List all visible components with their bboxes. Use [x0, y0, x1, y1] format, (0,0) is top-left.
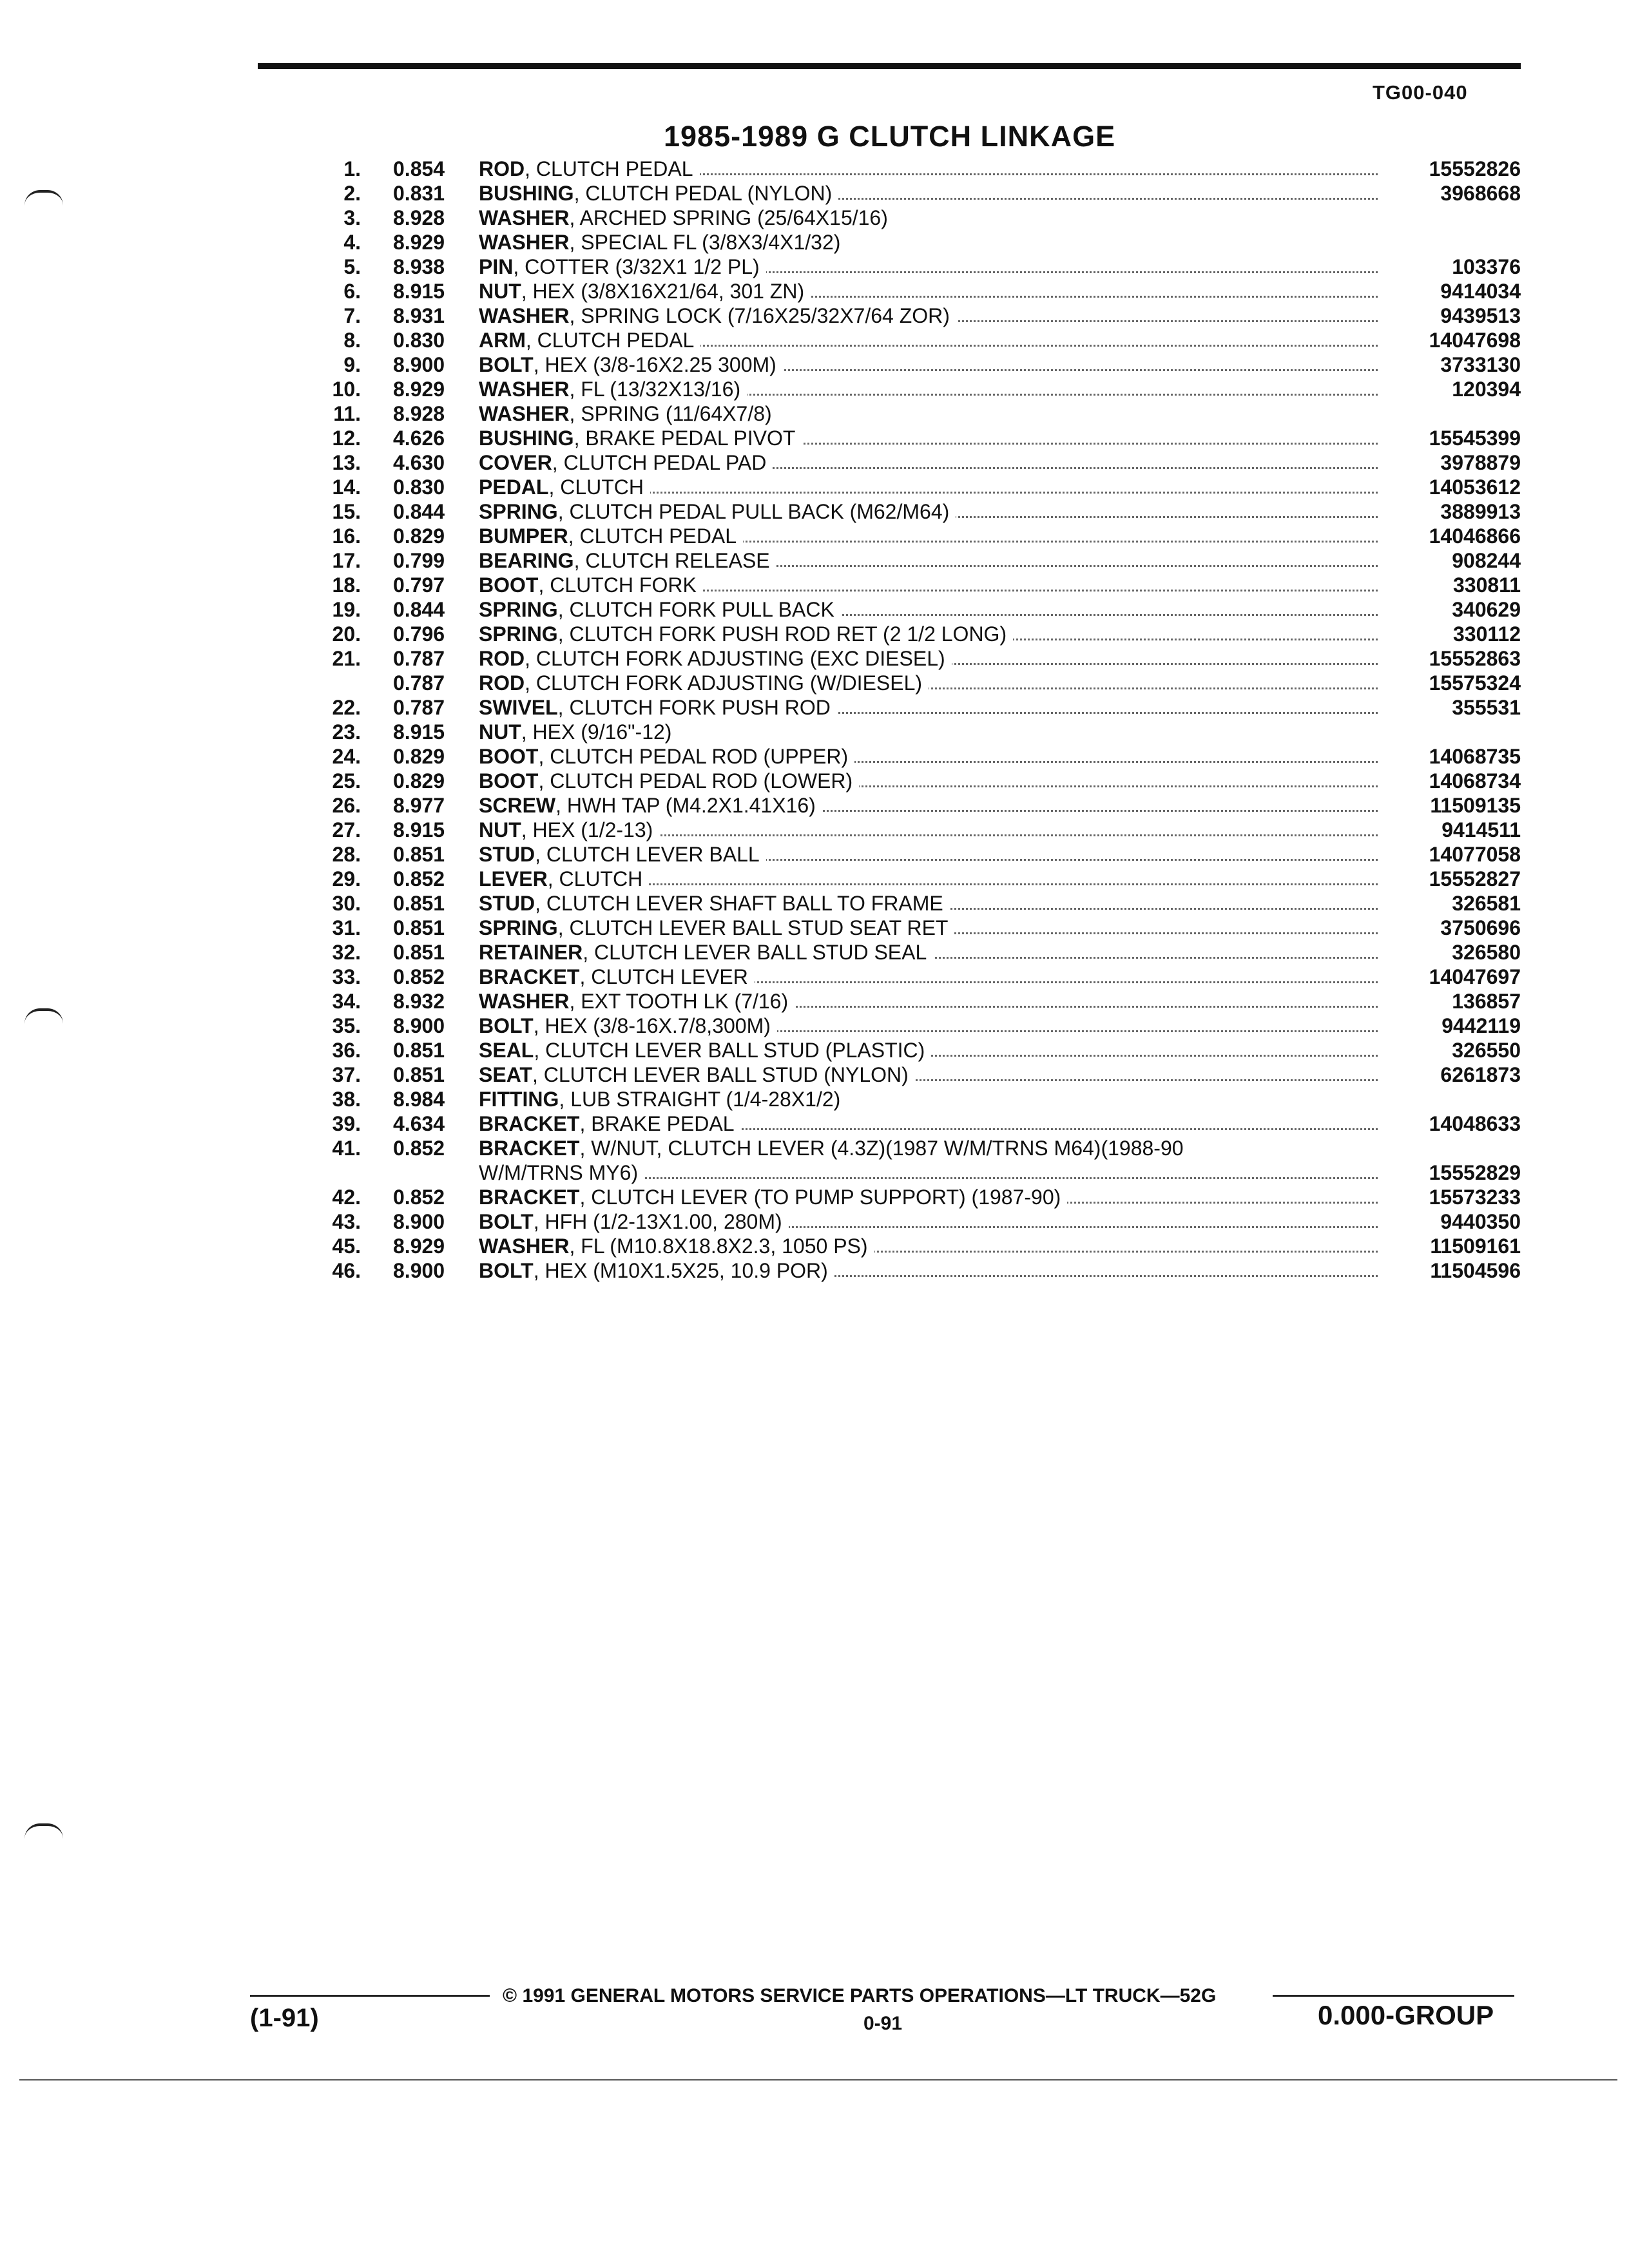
part-name: SEAL — [479, 1039, 534, 1062]
table-row — [309, 426, 1521, 450]
part-detail: , CLUTCH LEVER — [579, 965, 748, 988]
table-row — [309, 646, 1521, 671]
part-name: WASHER — [479, 378, 570, 401]
group-number: 0.852 — [393, 867, 445, 890]
item-number: 35. — [332, 1014, 361, 1037]
part-number: 15545399 — [1429, 427, 1521, 450]
part-detail: , CLUTCH PEDAL ROD (UPPER) — [538, 745, 849, 768]
part-name: WASHER — [479, 402, 570, 425]
part-detail: , CLUTCH FORK ADJUSTING (W/DIESEL) — [525, 671, 923, 695]
group-number: 8.977 — [393, 794, 445, 817]
part-detail: , SPECIAL FL (3/8X3/4X1/32) — [569, 231, 841, 254]
item-number: 13. — [332, 451, 361, 474]
table-row — [309, 744, 1521, 769]
part-name: SPRING — [479, 598, 558, 621]
group-number: 8.915 — [393, 720, 445, 744]
part-name: ROD — [479, 671, 525, 695]
part-detail: , CLUTCH LEVER SHAFT BALL TO FRAME — [535, 892, 943, 915]
group-number: 0.797 — [393, 573, 445, 597]
part-number: 908244 — [1452, 549, 1521, 572]
part-name: BUSHING — [479, 182, 574, 205]
part-number: 326550 — [1452, 1039, 1521, 1062]
part-name: BRACKET — [479, 1112, 580, 1135]
table-row — [309, 1062, 1521, 1087]
part-number: 15552829 — [1429, 1161, 1521, 1184]
group-number: 0.787 — [393, 671, 445, 695]
item-number: 26. — [332, 794, 361, 817]
table-row — [309, 622, 1521, 646]
item-number: 2. — [343, 182, 361, 205]
table-row — [309, 916, 1521, 940]
group-number: 0.796 — [393, 622, 445, 646]
item-number: 34. — [332, 990, 361, 1013]
part-name: WASHER — [479, 206, 570, 229]
part-number: 326581 — [1452, 892, 1521, 915]
table-row — [309, 769, 1521, 793]
group-number: 8.931 — [393, 304, 445, 327]
table-row — [309, 1136, 1521, 1160]
part-description — [479, 720, 1629, 744]
part-number: 14047698 — [1429, 329, 1521, 352]
part-detail: , CLUTCH PEDAL ROD (LOWER) — [538, 769, 853, 793]
group-number: 0.829 — [393, 769, 445, 793]
group-label: 0.000-GROUP — [1318, 2000, 1494, 2030]
part-name: ROD — [479, 647, 525, 670]
group-number: 8.928 — [393, 402, 445, 425]
part-name: BOLT — [479, 1014, 534, 1037]
part-number: 14077058 — [1429, 843, 1521, 866]
part-name: SWIVEL — [479, 696, 558, 719]
part-number: 330811 — [1452, 573, 1521, 597]
part-number: 3889913 — [1440, 500, 1521, 523]
item-number: 22. — [332, 696, 361, 719]
group-number: 0.830 — [393, 329, 445, 352]
table-row — [309, 989, 1521, 1014]
part-detail: , CLUTCH PEDAL PAD — [552, 451, 767, 474]
part-detail: , CLUTCH PEDAL — [525, 157, 693, 180]
table-row — [309, 1014, 1521, 1038]
document-code: TG00-040 — [1373, 81, 1468, 104]
group-number: 0.851 — [393, 1063, 445, 1086]
item-number: 24. — [332, 745, 361, 768]
part-number: 3968668 — [1440, 182, 1521, 205]
binder-hole-mark — [24, 190, 63, 206]
table-row — [309, 1185, 1521, 1209]
group-number: 4.626 — [393, 427, 445, 450]
part-detail: , CLUTCH PEDAL PULL BACK (M62/M64) — [557, 500, 950, 523]
item-number: 20. — [332, 622, 361, 646]
part-number: 11509161 — [1430, 1235, 1521, 1258]
part-detail: , SPRING (11/64X7/8) — [569, 402, 772, 425]
part-name: WASHER — [479, 1235, 570, 1258]
part-detail: , SPRING LOCK (7/16X25/32X7/64 ZOR) — [569, 304, 950, 327]
item-number: 5. — [343, 255, 361, 278]
part-number: 120394 — [1452, 378, 1521, 401]
part-number: 14048633 — [1429, 1112, 1521, 1135]
part-name: STUD — [479, 843, 535, 866]
part-number: 14046866 — [1429, 524, 1521, 548]
part-detail: , EXT TOOTH LK (7/16) — [569, 990, 789, 1013]
part-number: 9442119 — [1441, 1014, 1521, 1037]
part-number: 330112 — [1452, 622, 1521, 646]
part-number: 15552863 — [1429, 647, 1521, 670]
part-detail: , COTTER (3/32X1 1/2 PL) — [513, 255, 760, 278]
part-name: STUD — [479, 892, 535, 915]
part-name: FITTING — [479, 1088, 559, 1111]
group-number: 0.829 — [393, 745, 445, 768]
part-detail: , HFH (1/2-13X1.00, 280M) — [533, 1210, 782, 1233]
group-number: 8.915 — [393, 280, 445, 303]
table-row — [309, 206, 1521, 230]
part-name: LEVER — [479, 867, 548, 890]
part-description — [479, 230, 1629, 255]
table-row — [309, 573, 1521, 597]
table-row — [309, 818, 1521, 842]
group-number: 0.844 — [393, 598, 445, 621]
group-number: 0.799 — [393, 549, 445, 572]
part-number: 15573233 — [1429, 1186, 1521, 1209]
table-row — [309, 1111, 1521, 1136]
table-row — [309, 1234, 1521, 1258]
part-detail: , CLUTCH PEDAL — [525, 329, 695, 352]
part-detail: , LUB STRAIGHT (1/4-28X1/2) — [559, 1088, 841, 1111]
part-detail: , CLUTCH PEDAL — [568, 524, 737, 548]
item-number: 41. — [332, 1137, 361, 1160]
part-detail: , CLUTCH — [548, 476, 644, 499]
page-number: 0-91 — [863, 2013, 903, 2034]
group-number: 0.852 — [393, 1137, 445, 1160]
group-number: 8.938 — [393, 255, 445, 278]
part-name: NUT — [479, 720, 521, 744]
parts-list — [309, 157, 1521, 1283]
table-row — [309, 597, 1521, 622]
item-number: 30. — [332, 892, 361, 915]
item-number: 32. — [332, 941, 361, 964]
part-name: PIN — [479, 255, 514, 278]
part-number: 3733130 — [1440, 353, 1521, 376]
table-row — [309, 1160, 1521, 1185]
part-name: BEARING — [479, 549, 574, 572]
part-number: 14068734 — [1429, 769, 1521, 793]
part-name: WASHER — [479, 990, 570, 1013]
part-name: BOOT — [479, 769, 539, 793]
part-number: 3750696 — [1440, 916, 1521, 939]
bottom-rule — [19, 2079, 1617, 2081]
group-number: 0.851 — [393, 843, 445, 866]
item-number: 9. — [343, 353, 361, 376]
group-number: 0.829 — [393, 524, 445, 548]
table-row — [309, 720, 1521, 744]
item-number: 29. — [332, 867, 361, 890]
part-name: BOLT — [479, 353, 534, 376]
part-name: COVER — [479, 451, 552, 474]
table-row — [309, 255, 1521, 279]
part-number: 355531 — [1452, 696, 1521, 719]
part-number: 9439513 — [1440, 304, 1521, 327]
part-name: ARM — [479, 329, 526, 352]
group-number: 0.852 — [393, 965, 445, 988]
part-detail: , FL (M10.8X18.8X2.3, 1050 PS) — [569, 1235, 868, 1258]
item-number: 14. — [332, 476, 361, 499]
part-name: WASHER — [479, 231, 570, 254]
copyright-line: © 1991 GENERAL MOTORS SERVICE PARTS OPERATIONS—LT TRUCK—52G — [503, 1985, 1217, 2006]
group-number: 0.851 — [393, 1039, 445, 1062]
item-number: 4. — [343, 231, 361, 254]
part-detail: , HEX (1/2-13) — [521, 818, 653, 841]
group-number: 0.787 — [393, 647, 445, 670]
item-number: 6. — [343, 280, 361, 303]
group-number: 0.831 — [393, 182, 445, 205]
item-number: 10. — [332, 378, 361, 401]
table-row — [309, 965, 1521, 989]
table-row — [309, 475, 1521, 499]
table-row — [309, 1209, 1521, 1234]
part-description — [479, 206, 1629, 230]
item-number: 33. — [332, 965, 361, 988]
group-number: 0.852 — [393, 1186, 445, 1209]
group-number: 8.900 — [393, 1259, 445, 1282]
table-row — [309, 695, 1521, 720]
date-code: (1-91) — [250, 2004, 319, 2032]
item-number: 31. — [332, 916, 361, 939]
part-name: BUMPER — [479, 524, 568, 548]
part-name: BOLT — [479, 1259, 534, 1282]
part-detail: , CLUTCH FORK PUSH ROD RET (2 1/2 LONG) — [557, 622, 1007, 646]
group-number: 8.929 — [393, 378, 445, 401]
table-row — [309, 303, 1521, 328]
group-number: 0.830 — [393, 476, 445, 499]
item-number: 46. — [332, 1259, 361, 1282]
footer-rule-right — [1273, 1995, 1514, 1997]
part-number: 11509135 — [1430, 794, 1521, 817]
part-detail: , HEX (9/16"-12) — [521, 720, 672, 744]
item-number: 1. — [343, 157, 361, 180]
part-name: PEDAL — [479, 476, 549, 499]
item-number: 27. — [332, 818, 361, 841]
group-number: 8.900 — [393, 1014, 445, 1037]
group-number: 8.900 — [393, 1210, 445, 1233]
page-title: 1985-1989 G CLUTCH LINKAGE — [664, 120, 1116, 153]
part-number: 9414511 — [1441, 818, 1521, 841]
item-number: 36. — [332, 1039, 361, 1062]
item-number: 38. — [332, 1088, 361, 1111]
part-number: 11504596 — [1430, 1259, 1521, 1282]
table-row — [309, 1087, 1521, 1111]
group-number: 4.634 — [393, 1112, 445, 1135]
part-number: 136857 — [1452, 990, 1521, 1013]
item-number: 42. — [332, 1186, 361, 1209]
part-name: BRACKET — [479, 1137, 580, 1160]
table-row — [309, 842, 1521, 867]
item-number: 19. — [332, 598, 361, 621]
part-detail: , CLUTCH — [547, 867, 643, 890]
item-number: 45. — [332, 1235, 361, 1258]
part-number: 340629 — [1452, 598, 1521, 621]
item-number: 23. — [332, 720, 361, 744]
part-name: NUT — [479, 818, 521, 841]
part-name: ROD — [479, 157, 525, 180]
part-name: BRACKET — [479, 965, 580, 988]
table-row — [309, 352, 1521, 377]
table-row — [309, 328, 1521, 352]
group-number: 0.851 — [393, 916, 445, 939]
part-name: BOOT — [479, 573, 539, 597]
group-number: 8.984 — [393, 1088, 445, 1111]
part-number: 15575324 — [1429, 671, 1521, 695]
table-row — [309, 181, 1521, 206]
part-detail: , CLUTCH FORK PUSH ROD — [557, 696, 831, 719]
table-row — [309, 377, 1521, 401]
part-detail: , HEX (3/8-16X.7/8,300M) — [533, 1014, 771, 1037]
item-number: 7. — [343, 304, 361, 327]
group-number: 4.630 — [393, 451, 445, 474]
part-detail: , ARCHED SPRING (25/64X15/16) — [569, 206, 888, 229]
part-number: 6261873 — [1440, 1063, 1521, 1086]
table-row — [309, 891, 1521, 916]
part-detail: , BRAKE PEDAL — [579, 1112, 735, 1135]
part-detail: , CLUTCH FORK — [538, 573, 697, 597]
part-number: 14068735 — [1429, 745, 1521, 768]
group-number: 0.851 — [393, 892, 445, 915]
table-row — [309, 279, 1521, 303]
part-number: 9414034 — [1440, 280, 1521, 303]
group-number: 0.851 — [393, 941, 445, 964]
group-number: 0.844 — [393, 500, 445, 523]
part-number: 103376 — [1452, 255, 1521, 278]
footer-rule-left — [250, 1995, 490, 1997]
table-row — [309, 401, 1521, 426]
part-description — [479, 1087, 1629, 1111]
item-number: 21. — [332, 647, 361, 670]
table-row — [309, 940, 1521, 965]
part-detail: , W/NUT, CLUTCH LEVER (4.3Z)(1987 W/M/TRNS M64)(1988-90 — [579, 1137, 1184, 1160]
part-number: 14053612 — [1429, 476, 1521, 499]
part-name: SPRING — [479, 622, 558, 646]
part-detail: , CLUTCH LEVER BALL STUD (NYLON) — [532, 1063, 909, 1086]
part-detail: , CLUTCH LEVER BALL STUD SEAL — [583, 941, 927, 964]
item-number: 8. — [343, 329, 361, 352]
table-row — [309, 450, 1521, 475]
part-detail: , CLUTCH LEVER BALL STUD (PLASTIC) — [534, 1039, 925, 1062]
group-number: 8.915 — [393, 818, 445, 841]
part-name: SCREW — [479, 794, 556, 817]
part-number: 9440350 — [1440, 1210, 1521, 1233]
group-number: 8.929 — [393, 1235, 445, 1258]
part-detail: , CLUTCH LEVER BALL STUD SEAT RET — [557, 916, 949, 939]
binder-hole-mark — [24, 1008, 63, 1024]
item-number: 12. — [332, 427, 361, 450]
part-detail: , HEX (M10X1.5X25, 10.9 POR) — [533, 1259, 828, 1282]
item-number: 37. — [332, 1063, 361, 1086]
part-detail: , CLUTCH PEDAL (NYLON) — [574, 182, 833, 205]
part-name: BOOT — [479, 745, 539, 768]
group-number: 8.928 — [393, 206, 445, 229]
table-row — [309, 671, 1521, 695]
group-number: 8.900 — [393, 353, 445, 376]
part-name: RETAINER — [479, 941, 583, 964]
part-number: 326580 — [1452, 941, 1521, 964]
part-detail: , BRAKE PEDAL PIVOT — [574, 427, 796, 450]
item-number: 17. — [332, 549, 361, 572]
item-number: 3. — [343, 206, 361, 229]
table-row — [309, 157, 1521, 181]
part-name: BOLT — [479, 1210, 534, 1233]
table-row — [309, 793, 1521, 818]
item-number: 39. — [332, 1112, 361, 1135]
binder-hole-mark — [24, 1823, 63, 1839]
part-detail: , HEX (3/8X16X21/64, 301 ZN) — [521, 280, 805, 303]
item-number: 15. — [332, 500, 361, 523]
table-row — [309, 1258, 1521, 1283]
part-detail: , CLUTCH FORK ADJUSTING (EXC DIESEL) — [525, 647, 945, 670]
group-number: 8.932 — [393, 990, 445, 1013]
part-detail: , HEX (3/8-16X2.25 300M) — [533, 353, 776, 376]
part-name: SPRING — [479, 916, 558, 939]
item-number: 18. — [332, 573, 361, 597]
part-detail: , FL (13/32X13/16) — [569, 378, 741, 401]
group-number: 0.787 — [393, 696, 445, 719]
part-name: SPRING — [479, 500, 558, 523]
table-row — [309, 1038, 1521, 1062]
table-row — [309, 548, 1521, 573]
group-number: 8.929 — [393, 231, 445, 254]
part-description — [479, 401, 1629, 426]
item-number: 16. — [332, 524, 361, 548]
table-row — [309, 524, 1521, 548]
part-number: 14047697 — [1429, 965, 1521, 988]
part-description — [479, 1136, 1629, 1160]
part-name: BRACKET — [479, 1186, 580, 1209]
part-detail: , HWH TAP (M4.2X1.41X16) — [555, 794, 816, 817]
group-number: 0.854 — [393, 157, 445, 180]
part-detail: W/M/TRNS MY6) — [479, 1161, 639, 1184]
item-number: 28. — [332, 843, 361, 866]
part-number: 15552827 — [1429, 867, 1521, 890]
part-number: 15552826 — [1429, 157, 1521, 180]
part-detail: , CLUTCH LEVER (TO PUMP SUPPORT) (1987-90) — [579, 1186, 1061, 1209]
part-name: WASHER — [479, 304, 570, 327]
part-name: NUT — [479, 280, 521, 303]
part-detail: , CLUTCH RELEASE — [574, 549, 770, 572]
part-name: SEAT — [479, 1063, 532, 1086]
part-number: 3978879 — [1440, 451, 1521, 474]
part-detail: , CLUTCH FORK PULL BACK — [557, 598, 834, 621]
part-detail: , CLUTCH LEVER BALL — [535, 843, 760, 866]
part-name: BUSHING — [479, 427, 574, 450]
item-number: 11. — [333, 402, 361, 425]
table-row — [309, 867, 1521, 891]
table-row — [309, 230, 1521, 255]
item-number: 43. — [332, 1210, 361, 1233]
table-row — [309, 499, 1521, 524]
item-number: 25. — [332, 769, 361, 793]
top-rule — [258, 63, 1521, 69]
